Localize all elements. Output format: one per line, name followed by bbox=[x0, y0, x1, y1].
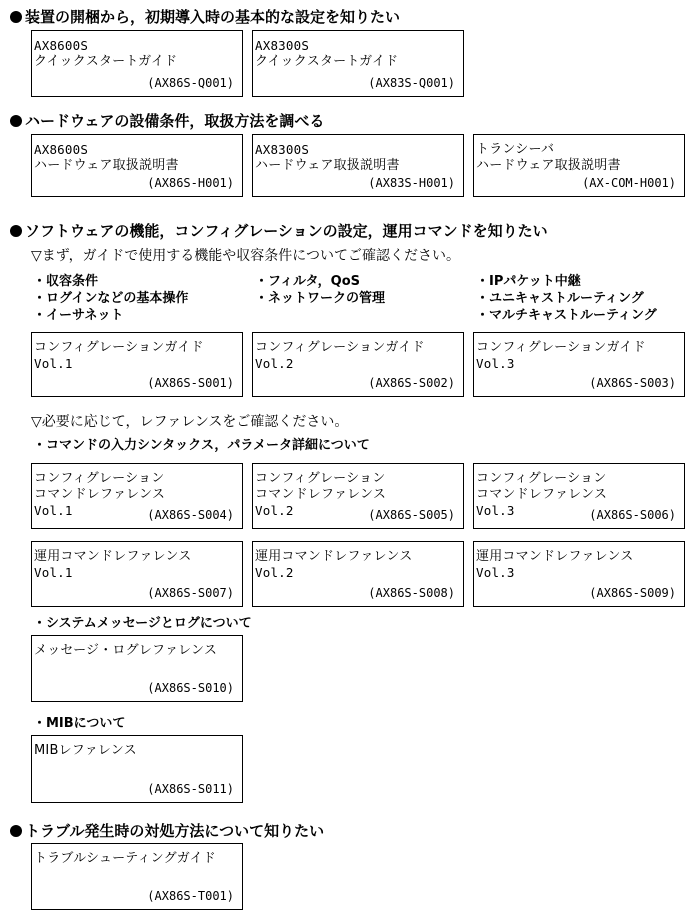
doc-code: (AX83S-H001) bbox=[368, 176, 455, 190]
section-heading-software bbox=[10, 222, 548, 240]
heading-text: ソフトウェアの機能，コンフィグレーションの設定，運用コマンドを知りたい bbox=[25, 222, 548, 240]
section-heading-hardware bbox=[10, 112, 324, 130]
box-line: Vol.2 bbox=[255, 356, 294, 371]
doc-code: (AX86S-S003) bbox=[589, 376, 676, 390]
manual-box-ax86s-s011 bbox=[31, 735, 243, 803]
manual-box-ax86s-s008 bbox=[252, 541, 464, 607]
topic-item: ・ネットワークの管理 bbox=[255, 291, 386, 306]
box-line: コマンドレファレンス bbox=[255, 487, 387, 502]
box-line: MIBレファレンス bbox=[34, 743, 137, 758]
topic-item: ・マルチキャストルーティング bbox=[476, 308, 657, 323]
box-line: コンフィグレーションガイド bbox=[476, 340, 646, 355]
box-line: AX8600S bbox=[34, 142, 89, 157]
doc-code: (AX83S-Q001) bbox=[368, 76, 455, 90]
manual-box-ax86s-q001 bbox=[31, 30, 243, 97]
section-heading-troubleshooting bbox=[10, 822, 324, 840]
topic-item: ・収容条件 bbox=[33, 274, 99, 289]
doc-code: (AX86S-S010) bbox=[147, 681, 234, 695]
box-line: コンフィグレーション bbox=[255, 471, 386, 486]
topic-command-syntax: ・コマンドの入力シンタックス，パラメータ詳細について bbox=[33, 438, 370, 453]
box-line: Vol.1 bbox=[34, 565, 73, 580]
manual-box-ax86s-s001 bbox=[31, 332, 243, 397]
doc-code: (AX86S-T001) bbox=[147, 889, 234, 903]
manual-box-ax86s-s009 bbox=[473, 541, 685, 607]
topic-col-2 bbox=[255, 273, 385, 307]
box-line: トランシーバ bbox=[476, 142, 555, 157]
doc-code: (AX86S-S008) bbox=[368, 586, 455, 600]
box-line: ハードウェア取扱説明書 bbox=[34, 158, 179, 173]
manual-box-ax86s-s005 bbox=[252, 463, 464, 529]
manual-box-ax86s-s006 bbox=[473, 463, 685, 529]
manual-box-ax86s-h001 bbox=[31, 134, 243, 197]
topic-system-message: ・システムメッセージとログについて bbox=[33, 616, 252, 631]
manual-box-ax86s-s003 bbox=[473, 332, 685, 397]
box-line: 運用コマンドレファレンス bbox=[476, 549, 634, 564]
box-line: コマンドレファレンス bbox=[476, 487, 608, 502]
bullet-icon bbox=[10, 11, 22, 23]
box-line: コンフィグレーション bbox=[476, 471, 607, 486]
manual-box-ax86s-s007 bbox=[31, 541, 243, 607]
doc-code: (AX86S-S006) bbox=[589, 508, 676, 522]
bullet-icon bbox=[10, 115, 22, 127]
doc-code: (AX86S-S005) bbox=[368, 508, 455, 522]
heading-text: 装置の開梱から，初期導入時の基本的な設定を知りたい bbox=[25, 8, 401, 26]
box-line: Vol.1 bbox=[34, 356, 73, 371]
topic-col-3 bbox=[476, 273, 657, 324]
box-line: Vol.3 bbox=[476, 356, 515, 371]
doc-code: (AX86S-S004) bbox=[147, 508, 234, 522]
bullet-icon bbox=[10, 825, 22, 837]
box-line: AX8600S bbox=[34, 38, 89, 53]
manual-box-ax83s-h001 bbox=[252, 134, 464, 197]
doc-code: (AX-COM-H001) bbox=[582, 176, 676, 190]
doc-code: (AX86S-S007) bbox=[147, 586, 234, 600]
bullet-icon bbox=[10, 225, 22, 237]
box-line: メッセージ・ログレファレンス bbox=[34, 643, 218, 658]
box-line: コマンドレファレンス bbox=[34, 487, 166, 502]
doc-code: (AX86S-Q001) bbox=[147, 76, 234, 90]
doc-code: (AX86S-S001) bbox=[147, 376, 234, 390]
box-line: トラブルシューティングガイド bbox=[34, 851, 217, 866]
box-line: クイックスタートガイド bbox=[255, 54, 399, 69]
doc-code: (AX86S-S002) bbox=[368, 376, 455, 390]
heading-text: トラブル発生時の対処方法について知りたい bbox=[25, 822, 325, 840]
box-line: クイックスタートガイド bbox=[34, 54, 178, 69]
box-line: ハードウェア取扱説明書 bbox=[476, 158, 621, 173]
intro-text: ▽まず，ガイドで使用する機能や収容条件についてご確認ください。 bbox=[31, 248, 460, 264]
manual-box-ax-com-h001 bbox=[473, 134, 685, 197]
box-line: コンフィグレーション bbox=[34, 471, 165, 486]
manual-box-ax86s-s010 bbox=[31, 635, 243, 702]
intro-text-2: ▽必要に応じて，レファレンスをご確認ください。 bbox=[31, 414, 349, 430]
topic-item: ・フィルタ，QoS bbox=[255, 274, 361, 289]
box-line: Vol.3 bbox=[476, 565, 515, 580]
box-line: AX8300S bbox=[255, 38, 310, 53]
box-line: Vol.2 bbox=[255, 503, 294, 518]
topic-mib: ・MIBについて bbox=[33, 716, 126, 731]
box-line: Vol.3 bbox=[476, 503, 515, 518]
box-line: AX8300S bbox=[255, 142, 310, 157]
manual-box-ax86s-s004 bbox=[31, 463, 243, 529]
section-heading-initial-setup bbox=[10, 8, 400, 26]
doc-code: (AX86S-S009) bbox=[589, 586, 676, 600]
box-line: ハードウェア取扱説明書 bbox=[255, 158, 400, 173]
box-line: Vol.2 bbox=[255, 565, 294, 580]
box-line: コンフィグレーションガイド bbox=[255, 340, 425, 355]
box-line: 運用コマンドレファレンス bbox=[34, 549, 192, 564]
topic-item: ・ユニキャストルーティング bbox=[476, 291, 644, 306]
manual-box-ax86s-t001 bbox=[31, 843, 243, 910]
doc-code: (AX86S-H001) bbox=[147, 176, 234, 190]
topic-col-1 bbox=[33, 273, 188, 324]
topic-item: ・IPパケット中継 bbox=[476, 274, 581, 289]
doc-code: (AX86S-S011) bbox=[147, 782, 234, 796]
manual-box-ax83s-q001 bbox=[252, 30, 464, 97]
topic-item: ・イーサネット bbox=[33, 308, 124, 323]
box-line: コンフィグレーションガイド bbox=[34, 340, 204, 355]
box-line: Vol.1 bbox=[34, 503, 73, 518]
manual-box-ax86s-s002 bbox=[252, 332, 464, 397]
box-line: 運用コマンドレファレンス bbox=[255, 549, 413, 564]
topic-item: ・ログインなどの基本操作 bbox=[33, 291, 189, 306]
heading-text: ハードウェアの設備条件，取扱方法を調べる bbox=[25, 112, 325, 130]
